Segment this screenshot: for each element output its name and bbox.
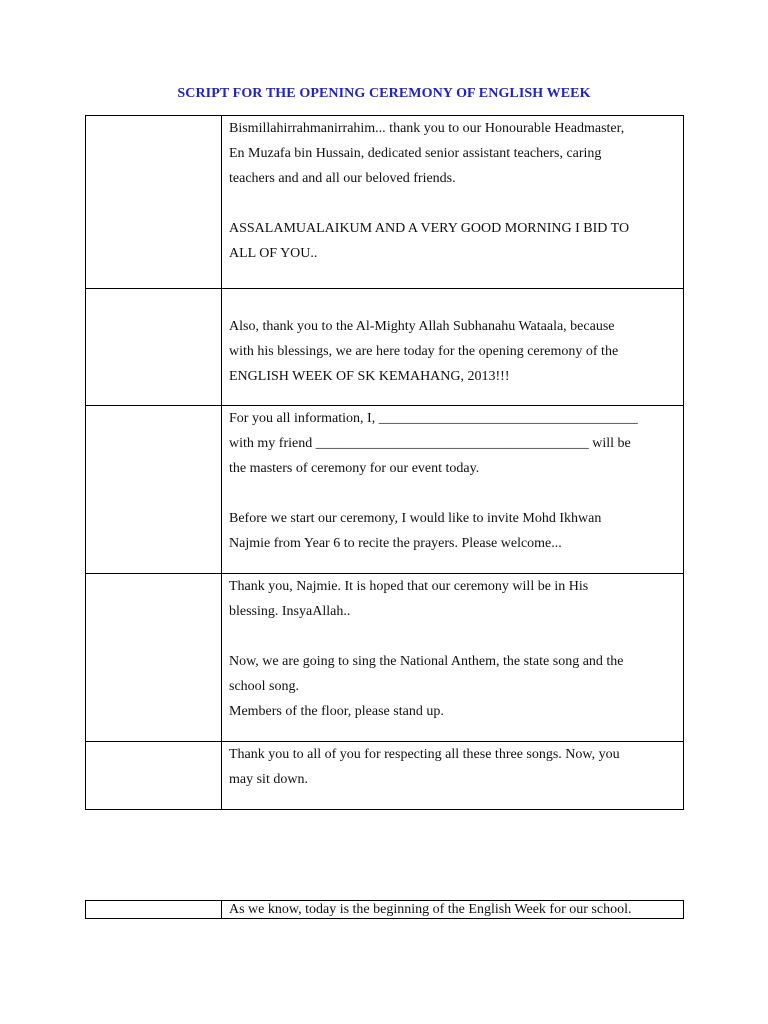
blank-line [229,289,679,314]
script-line: may sit down. [229,772,308,787]
table-row [86,574,684,742]
blank-line [229,191,679,216]
script-line: ASSALAMUALAIKUM AND A VERY GOOD MORNING I BID TO [229,221,630,236]
script-line: Now, we are going to sing the National Anthem, the state song and the [229,654,624,669]
script-line: En Muzafa bin Hussain, dedicated senior assistant teachers, caring [229,146,602,161]
speaker-cell [86,289,222,406]
script-line: with my friend _______________________________________ will be [229,436,631,451]
script-line: Before we start our ceremony, I would like to invite Mohd Ikhwan [229,511,602,526]
script-cell [222,742,684,810]
speaker-cell [86,406,222,574]
script-line: Najmie from Year 6 to recite the prayers. Please welcome... [229,536,562,551]
blank-line [229,481,679,506]
script-line: Members of the floor, please stand up. [229,704,444,719]
script-line: For you all information, I, _____________________________________ [229,411,638,426]
script-line: As we know, today is the beginning of the English Week for our school. [229,902,632,917]
speaker-cell [86,574,222,742]
script-line: school song. [229,679,299,694]
table-row [86,289,684,406]
script-line: Bismillahirrahmanirrahim... thank you to our Honourable Headmaster, [229,121,625,136]
script-line: blessing. InsyaAllah.. [229,604,351,619]
script-cell [222,289,684,406]
speaker-cell [86,742,222,810]
script-line: Thank you to all of you for respecting all these three songs. Now, you [229,747,620,762]
speaker-cell [86,901,222,919]
script-line: ENGLISH WEEK OF SK KEMAHANG, 2013!!! [229,369,510,384]
script-cell [222,574,684,742]
script-line: Also, thank you to the Al-Mighty Allah Subhanahu Wataala, because [229,319,615,334]
script-cell [222,406,684,574]
table-row [86,116,684,289]
script-table [85,115,684,810]
script-line: with his blessings, we are here today for the opening ceremony of the [229,344,619,359]
blank-line [229,624,679,649]
script-table-continued [85,900,684,919]
script-line: Thank you, Najmie. It is hoped that our ceremony will be in His [229,579,589,594]
table-row [86,742,684,810]
script-line: teachers and and all our beloved friends. [229,171,456,186]
table-row [86,406,684,574]
script-line: the masters of ceremony for our event today. [229,461,480,476]
speaker-cell [86,116,222,289]
script-cell [222,116,684,289]
script-cell [222,901,684,919]
page-title: SCRIPT FOR THE OPENING CEREMONY OF ENGLISH WEEK [177,86,591,101]
script-line: ALL OF YOU.. [229,246,318,261]
table-row [86,901,684,919]
